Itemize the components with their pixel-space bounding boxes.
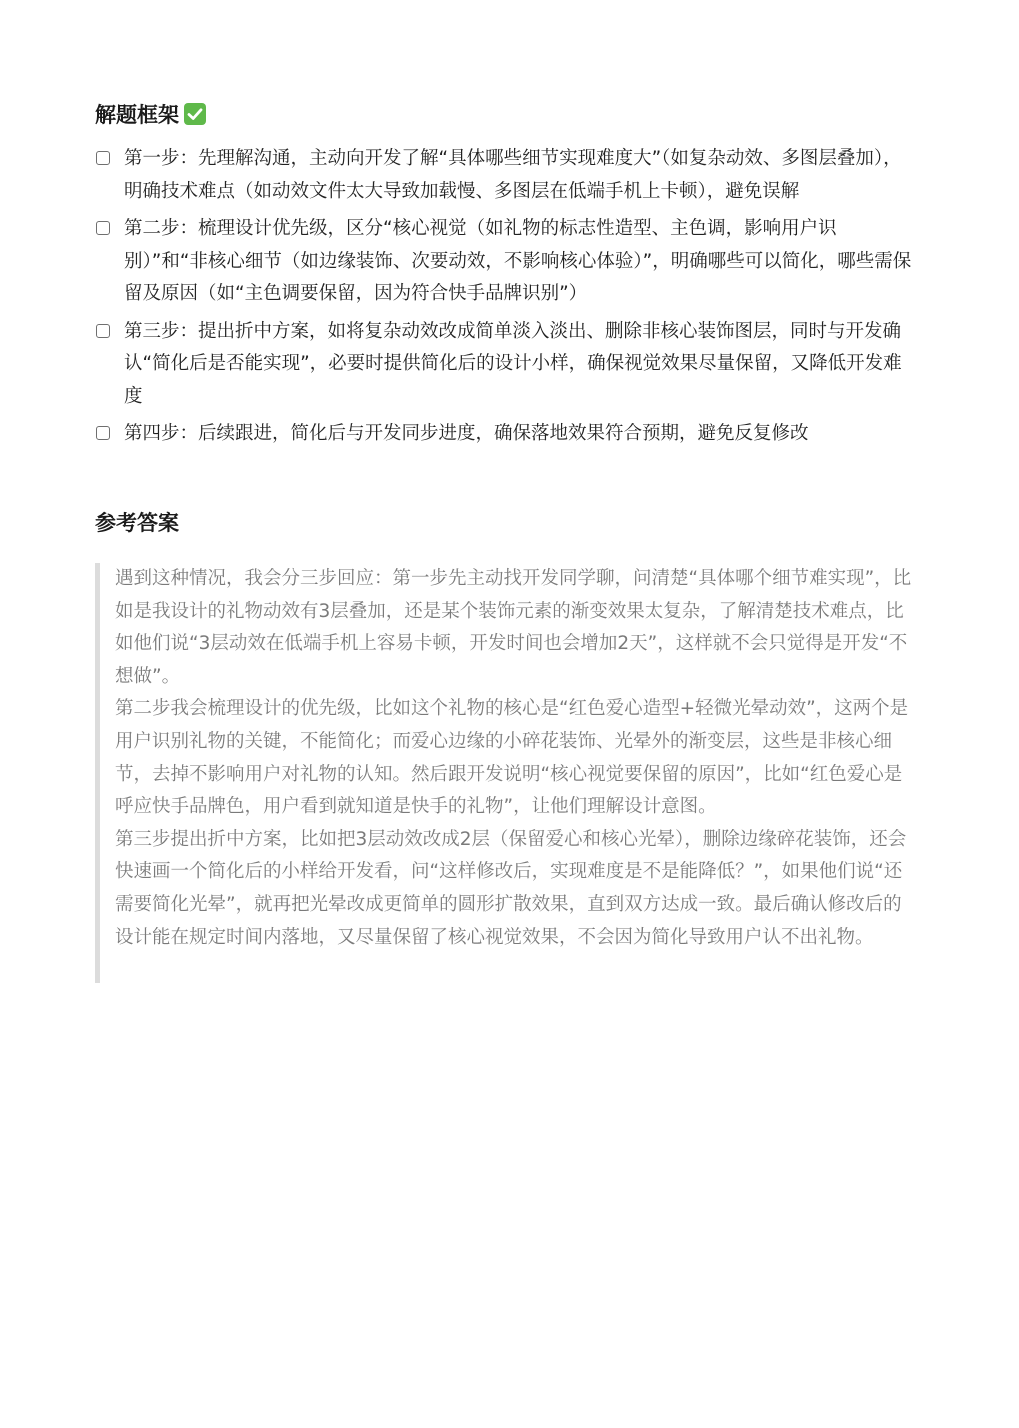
- checklist-item-step-4: [95, 418, 915, 451]
- step-checklist: [95, 143, 915, 456]
- step-2-checkbox[interactable]: [96, 221, 110, 235]
- answer-quote: [95, 563, 917, 983]
- step-2-text: 第二步：梳理设计优先级，区分“核心视觉（如礼物的标志性造型、主色调，影响用户识别）”和“非核心细节（如边缘装饰、次要动效，不影响核心体验）”，明确哪些可以简化，哪些需保留及原因（如“主色调要保留，因为符合快手品牌识别”）: [124, 218, 912, 304]
- step-3-checkbox[interactable]: [96, 324, 110, 338]
- framework-title: 解题框架: [95, 103, 179, 127]
- step-1-text: 第一步：先理解沟通，主动向开发了解“具体哪些细节实现难度大”（如复杂动效、多图层叠加），明确技术难点（如动效文件太大导致加载慢、多图层在低端手机上卡顿），避免误解: [124, 148, 902, 202]
- answer-paragraph-2: 第二步我会梳理设计的优先级，比如这个礼物的核心是“红色爱心造型+轻微光晕动效”，这两个是用户识别礼物的关键，不能简化；而爱心边缘的小碎花装饰、光晕外的渐变层，这些是非核心细节，去掉不影响用户对礼物的认知。然后跟开发说明“核心视觉要保留的原因”，比如“红色爱心是呼应快手品牌色，用户看到就知道是快手的礼物”，让他们理解设计意图。: [115, 698, 909, 818]
- checklist-item-step-3: [95, 316, 915, 414]
- checklist-item-step-1: [95, 143, 915, 208]
- step-4-checkbox[interactable]: [96, 426, 110, 440]
- answer-heading: 参考答案: [95, 511, 179, 535]
- framework-heading: [95, 100, 207, 130]
- check-mark-button-icon: [183, 102, 207, 126]
- answer-paragraph-3: 第三步提出折中方案，比如把3层动效改成2层（保留爱心和核心光晕），删除边缘碎花装饰，还会快速画一个简化后的小样给开发看，问“这样修改后，实现难度是不是能降低？”，如果他们说“还需要简化光晕”，就再把光晕改成更简单的圆形扩散效果，直到双方达成一致。最后确认修改后的设计能在规定时间内落地，又尽量保留了核心视觉效果，不会因为简化导致用户认不出礼物。: [115, 828, 907, 948]
- step-1-checkbox[interactable]: [96, 151, 110, 165]
- step-3-text: 第三步：提出折中方案，如将复杂动效改成简单淡入淡出、删除非核心装饰图层，同时与开发确认“简化后是否能实现”，必要时提供简化后的设计小样，确保视觉效果尽量保留，又降低开发难度: [124, 320, 902, 407]
- answer-paragraph-1: 遇到这种情况，我会分三步回应：第一步先主动找开发同学聊，问清楚“具体哪个细节难实现”，比如是我设计的礼物动效有3层叠加，还是某个装饰元素的渐变效果太复杂，了解清楚技术难点，比如他们说“3层动效在低端手机上容易卡顿，开发时间也会增加2天”，这样就不会只觉得是开发“不想做”。: [115, 568, 912, 687]
- checklist-item-step-2: [95, 213, 915, 311]
- step-4-text: 第四步：后续跟进，简化后与开发同步进度，确保落地效果符合预期，避免反复修改: [124, 423, 809, 444]
